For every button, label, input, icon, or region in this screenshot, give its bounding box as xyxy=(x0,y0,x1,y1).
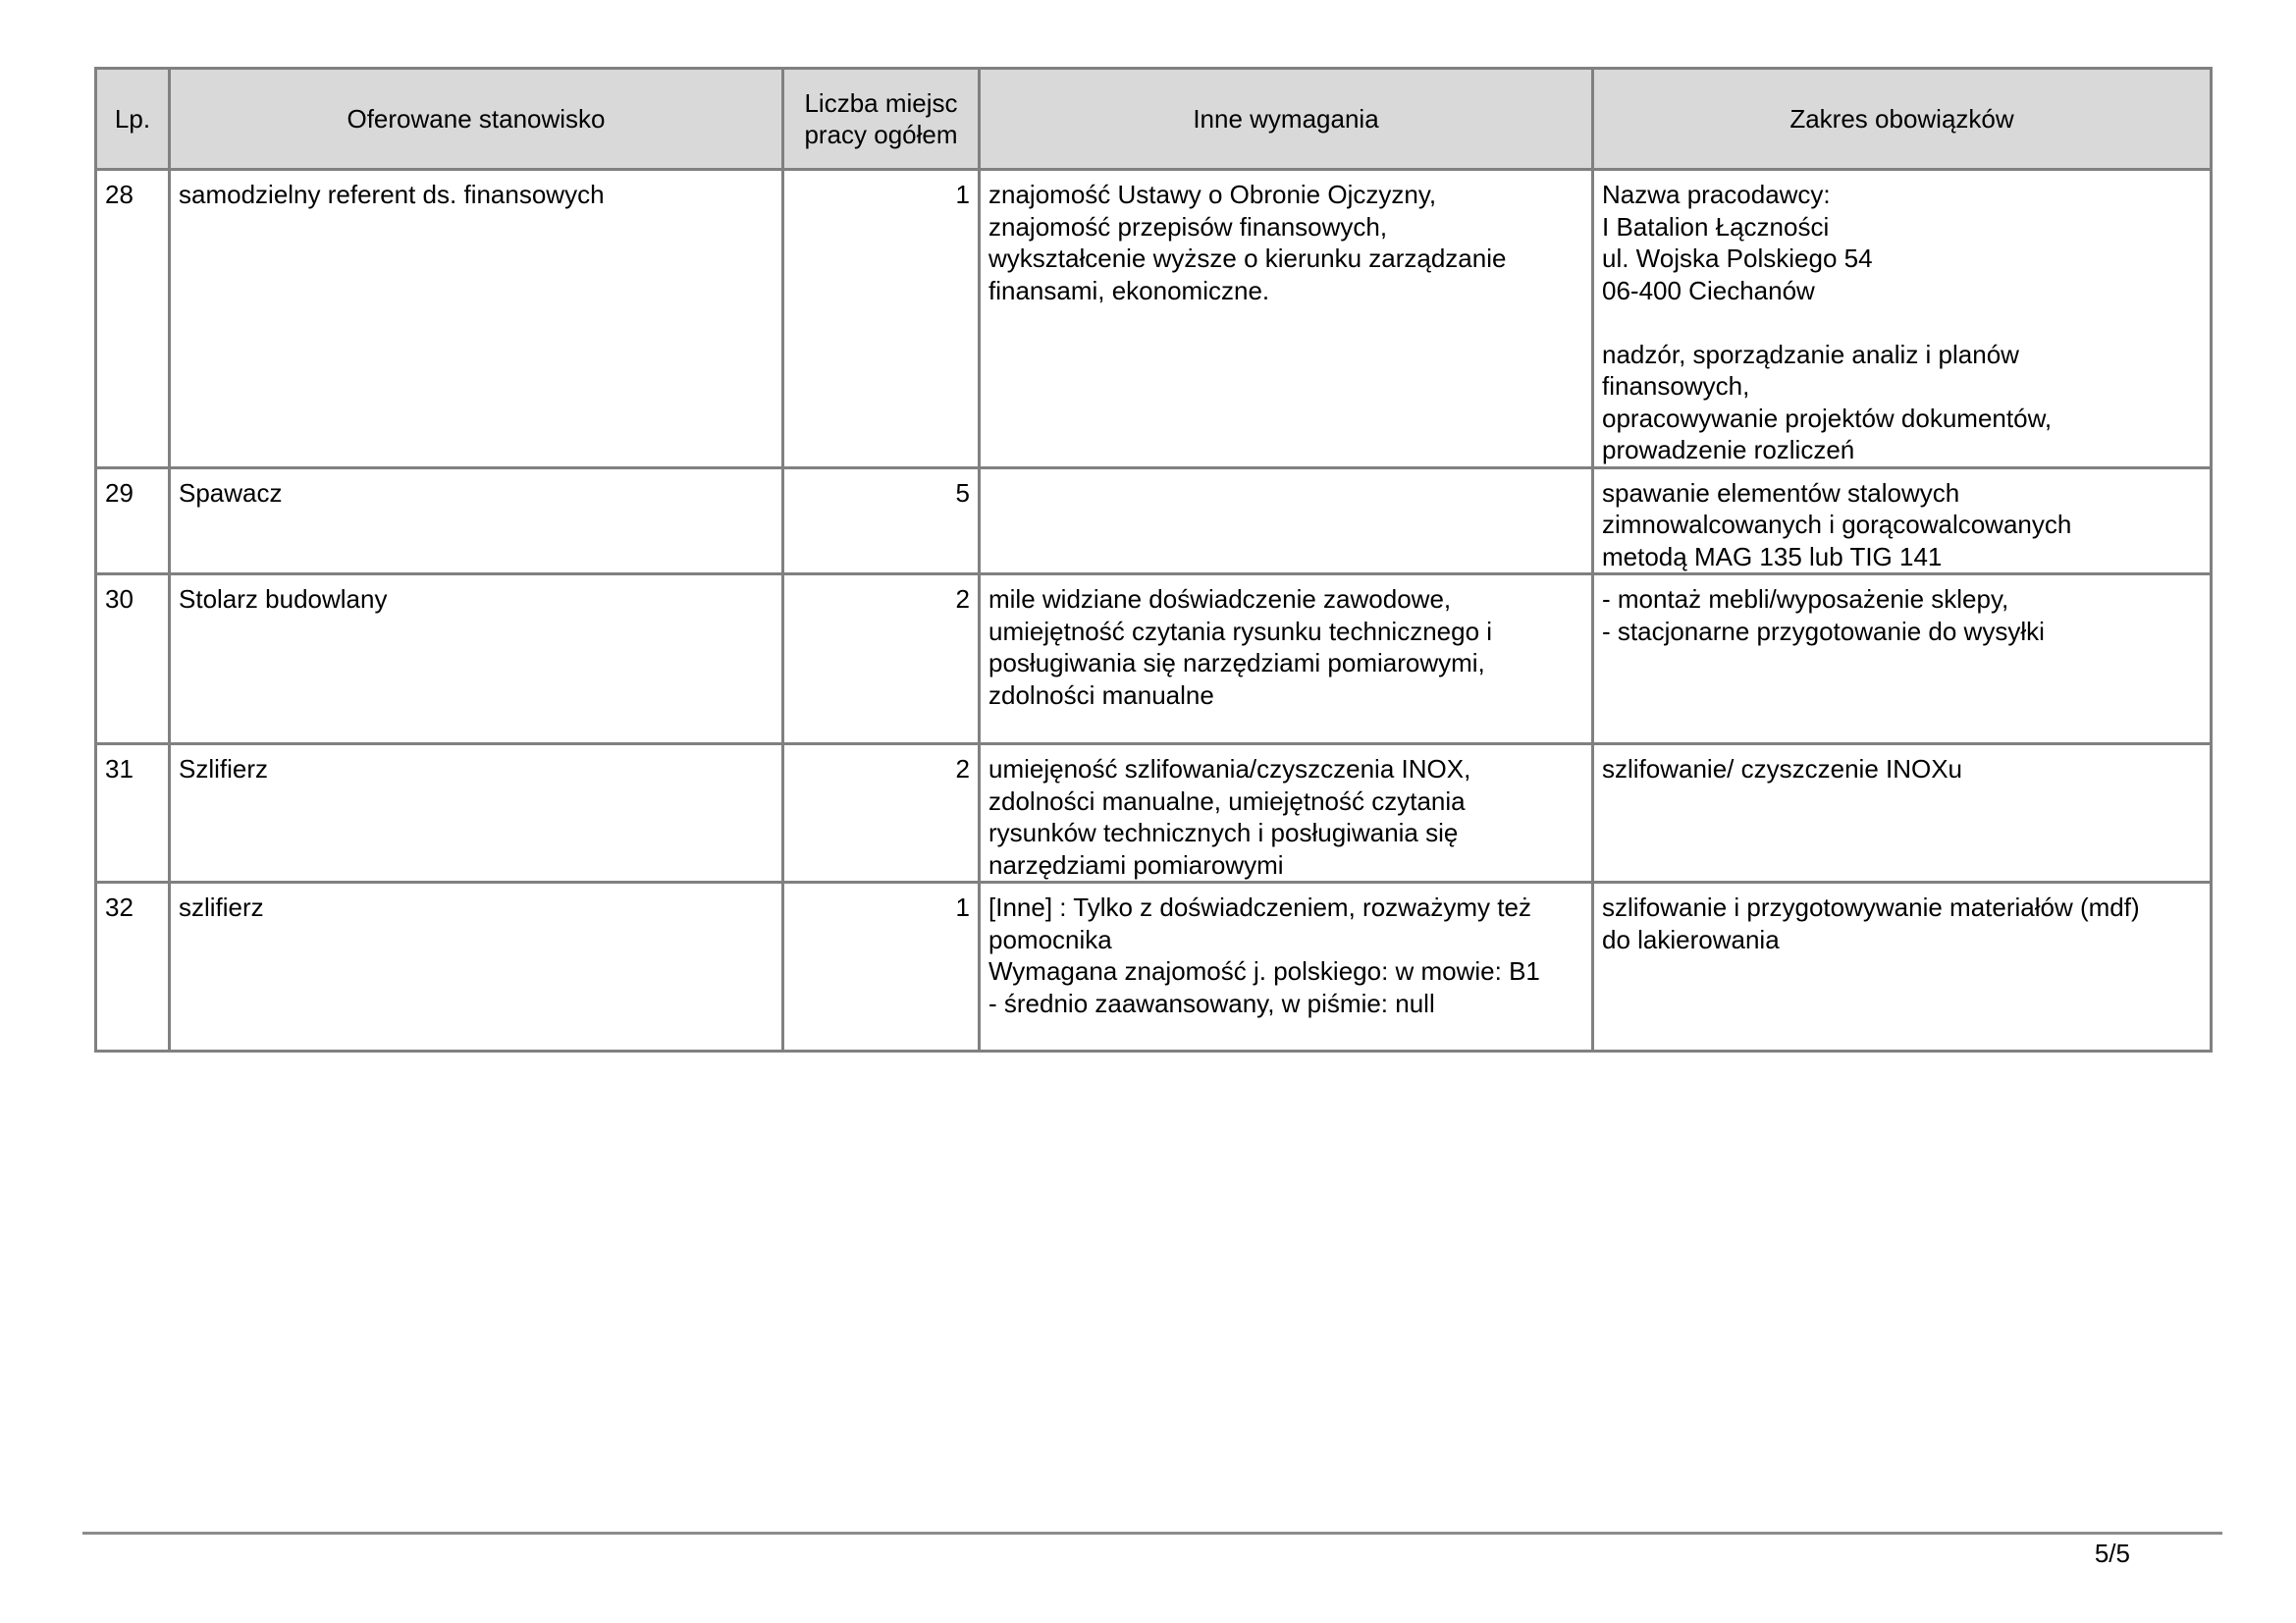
cell-lp: 29 xyxy=(96,467,170,574)
cell-duties: spawanie elementów stalowych zimnowalcowanych i gorącowalcowanych metodą MAG 135 lub TIG 141 xyxy=(1593,467,2212,574)
cell-lp: 31 xyxy=(96,744,170,883)
cell-position: szlifierz xyxy=(170,883,783,1052)
cell-job-count: 1 xyxy=(783,170,980,468)
cell-requirements xyxy=(980,467,1593,574)
cell-job-count: 2 xyxy=(783,574,980,744)
page-number: 5/5 xyxy=(2094,1539,2130,1568)
table-row xyxy=(96,467,2212,574)
cell-lp: 28 xyxy=(96,170,170,468)
cell-position: samodzielny referent ds. finansowych xyxy=(170,170,783,468)
cell-duties: - montaż mebli/wyposażenie sklepy, - stacjonarne przygotowanie do wysyłki xyxy=(1593,574,2212,744)
cell-requirements: umiejęność szlifowania/czyszczenia INOX, zdolności manualne, umiejętność czytania rysunków technicznych i posługiwania się narzędziami pomiarowymi xyxy=(980,744,1593,883)
cell-job-count: 2 xyxy=(783,744,980,883)
table-row xyxy=(96,170,2212,468)
cell-requirements: znajomość Ustawy o Obronie Ojczyzny, znajomość przepisów finansowych, wykształcenie wyższe o kierunku zarządzanie finansami, ekonomiczne. xyxy=(980,170,1593,468)
cell-requirements: mile widziane doświadczenie zawodowe, umiejętność czytania rysunku technicznego i posługiwania się narzędziami pomiarowymi, zdolności manualne xyxy=(980,574,1593,744)
job-offers-table xyxy=(94,67,2213,1053)
cell-duties: szlifowanie i przygotowywanie materiałów (mdf) do lakierowania xyxy=(1593,883,2212,1052)
header-duties: Zakres obowiązków xyxy=(1593,69,2212,170)
cell-lp: 30 xyxy=(96,574,170,744)
cell-position: Stolarz budowlany xyxy=(170,574,783,744)
cell-job-count: 1 xyxy=(783,883,980,1052)
cell-position: Szlifierz xyxy=(170,744,783,883)
header-lp: Lp. xyxy=(96,69,170,170)
header-position: Oferowane stanowisko xyxy=(170,69,783,170)
cell-duties: Nazwa pracodawcy: I Batalion Łączności ul. Wojska Polskiego 54 06-400 Ciechanów nadzór, sporządzanie analiz i planów finansowych, opracowywanie projektów dokumentów, prowadzenie rozliczeń xyxy=(1593,170,2212,468)
header-requirements: Inne wymagania xyxy=(980,69,1593,170)
footer-divider xyxy=(82,1532,2222,1535)
header-job-count: Liczba miejsc pracy ogółem xyxy=(783,69,980,170)
cell-duties: szlifowanie/ czyszczenie INOXu xyxy=(1593,744,2212,883)
cell-requirements: [Inne] : Tylko z doświadczeniem, rozważymy też pomocnika Wymagana znajomość j. polskiego: w mowie: B1 - średnio zaawansowany, w piśmie: null xyxy=(980,883,1593,1052)
table-row xyxy=(96,883,2212,1052)
table-header-row xyxy=(96,69,2212,170)
table-row xyxy=(96,574,2212,744)
cell-position: Spawacz xyxy=(170,467,783,574)
table-row xyxy=(96,744,2212,883)
cell-job-count: 5 xyxy=(783,467,980,574)
cell-lp: 32 xyxy=(96,883,170,1052)
